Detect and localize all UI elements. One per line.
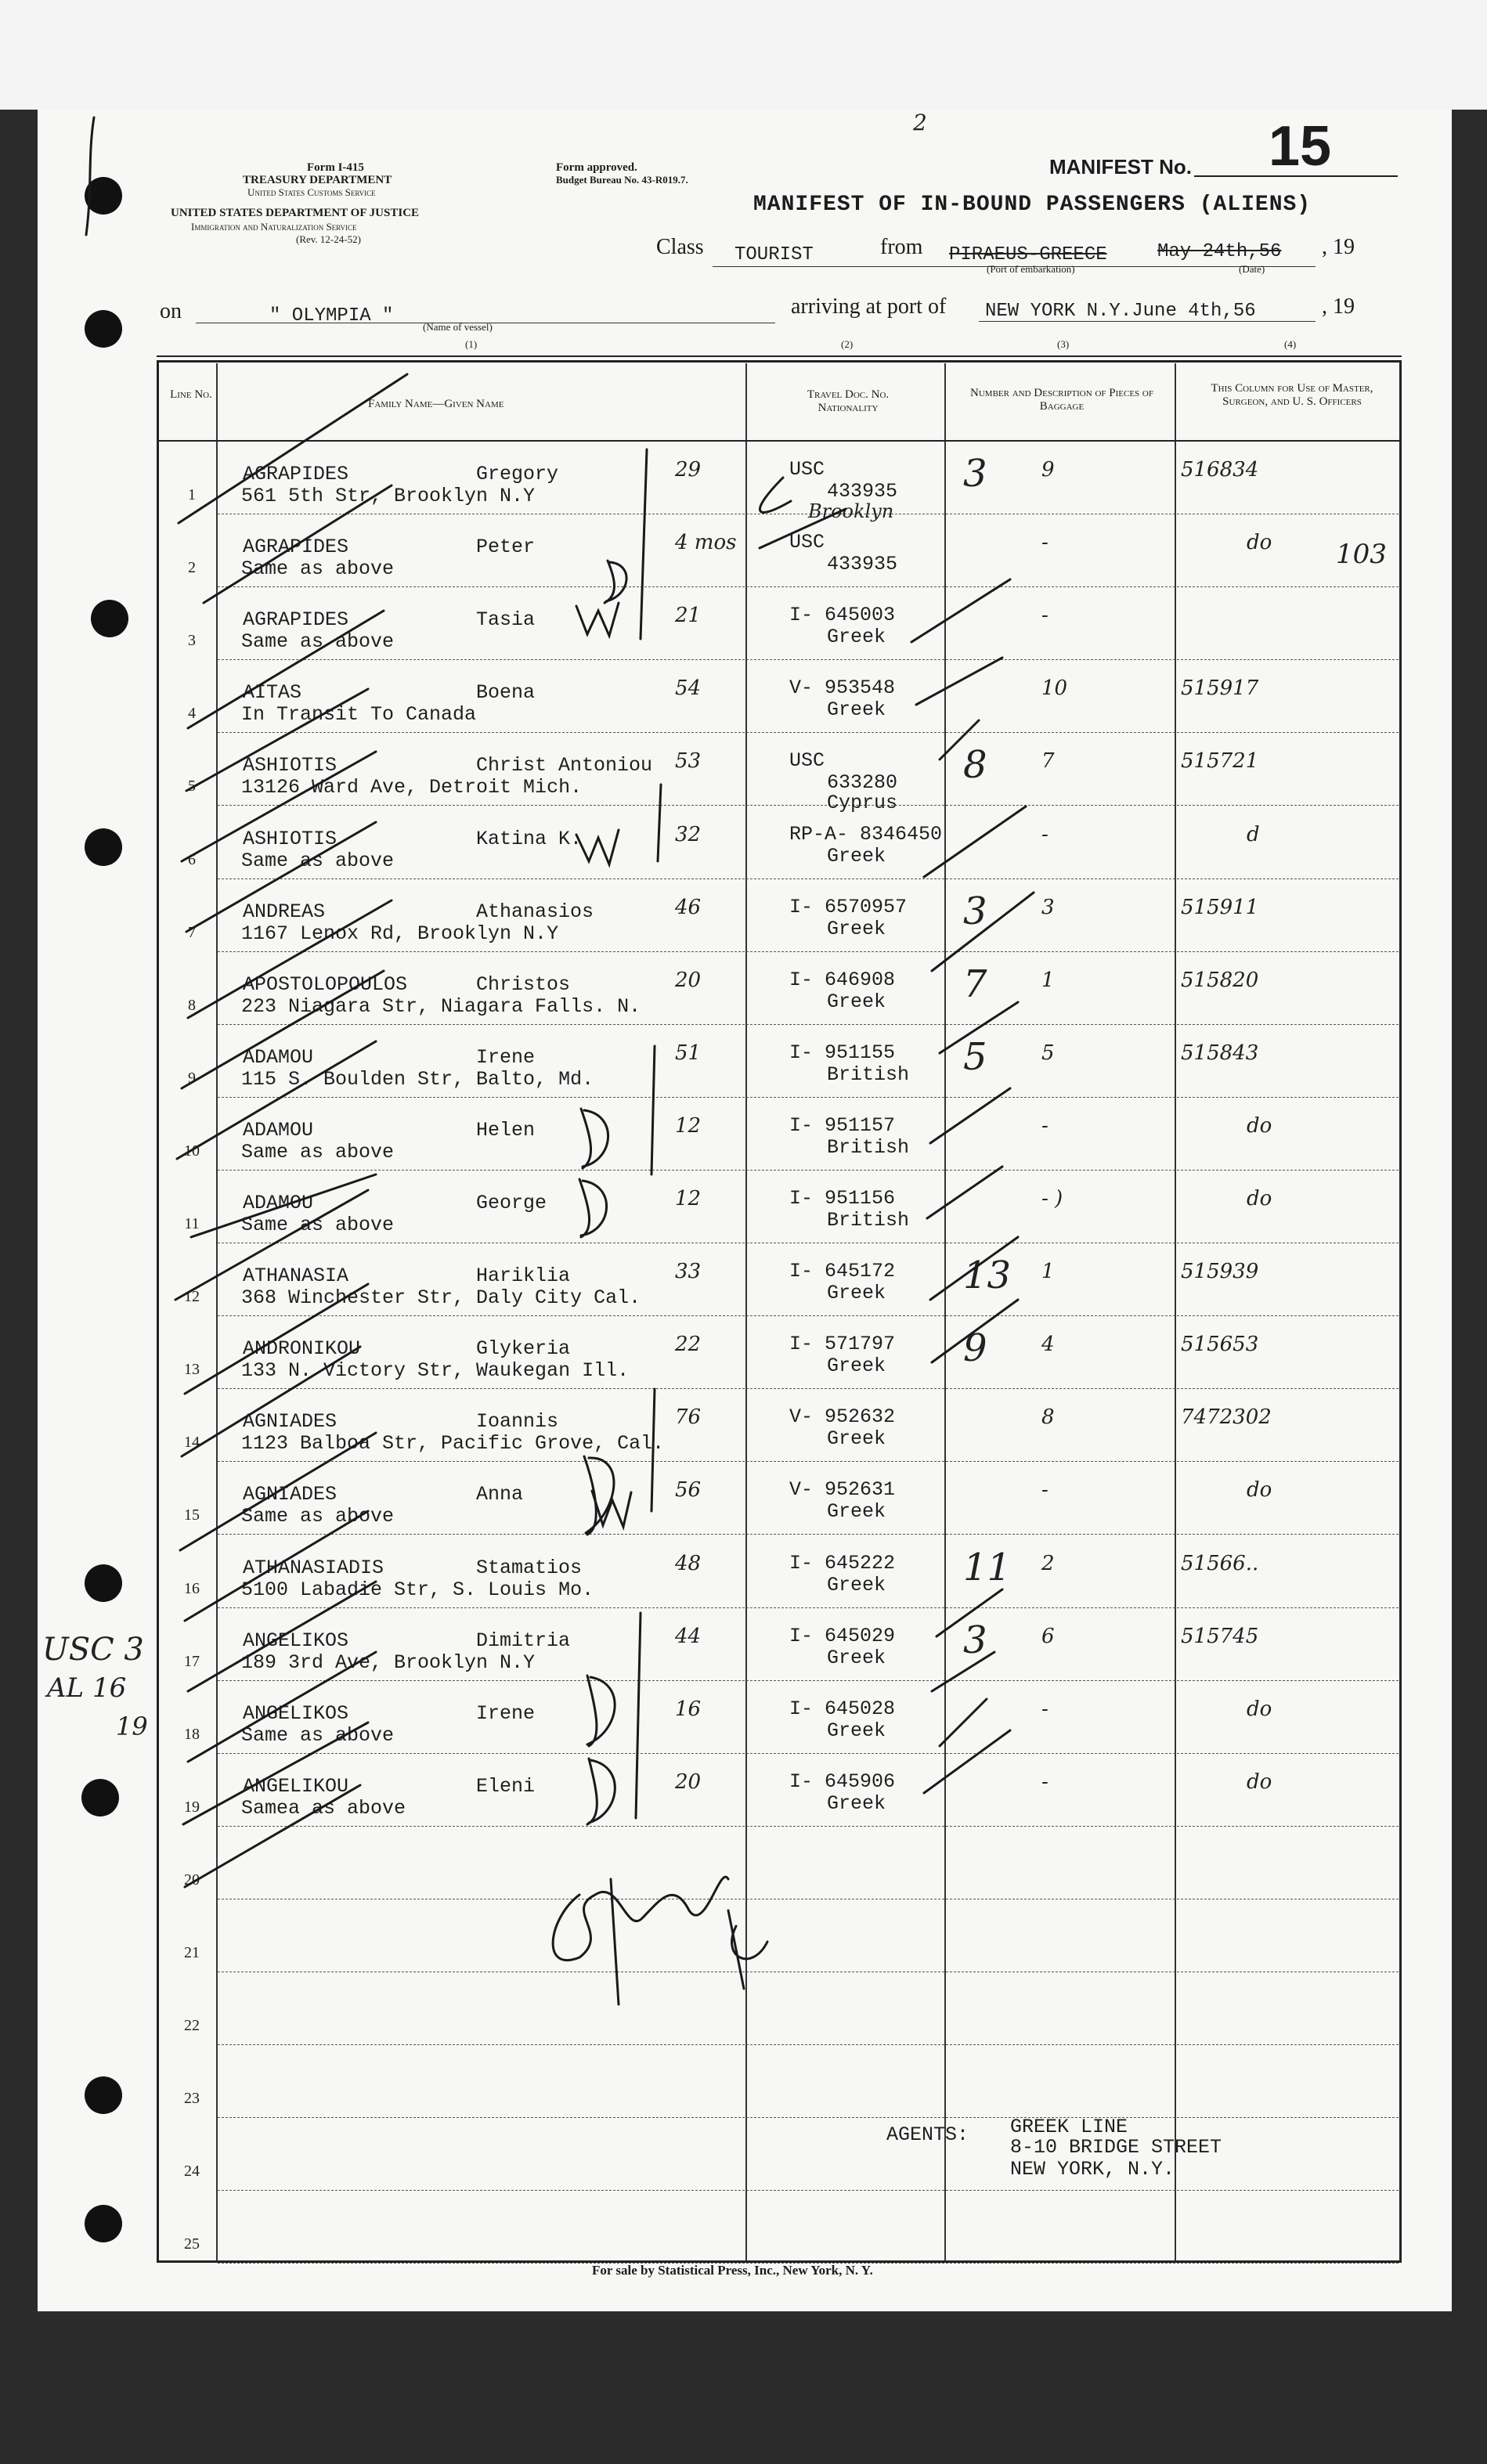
age: 4 mos	[675, 531, 737, 554]
nationality: Greek	[827, 845, 886, 868]
baggage-count: -	[1041, 1114, 1048, 1138]
given-name: Christ Antoniou	[476, 754, 653, 777]
row-divider	[218, 1315, 1399, 1316]
officer-use: 516834	[1181, 458, 1259, 482]
baggage-handwritten: 7	[963, 962, 987, 1006]
col-divider	[1175, 363, 1176, 2261]
nationality: 633280	[827, 771, 898, 794]
address: 189 3rd Ave, Brooklyn N.Y	[241, 1651, 536, 1674]
agents-label: AGENTS:	[886, 2123, 969, 2146]
officer-use: do	[1247, 1114, 1272, 1138]
family-name: ASHIOTIS	[243, 828, 337, 850]
officer-use: do	[1247, 1770, 1272, 1794]
agents-line-2: 8-10 BRIDGE STREET	[1010, 2136, 1222, 2159]
line-number: 24	[184, 2163, 200, 2180]
line-number: 14	[184, 1434, 200, 1451]
footer-printer: For sale by Statistical Press, Inc., New York, N. Y.	[592, 2263, 873, 2278]
row-divider	[218, 1170, 1399, 1171]
col-header-travel-doc-text: Travel Doc. No. Nationality	[807, 388, 890, 414]
budget-bureau: Budget Bureau No. 43-R019.7.	[556, 174, 688, 186]
travel-doc-number: I- 951157	[789, 1114, 896, 1137]
from-label: from	[880, 235, 923, 259]
line-number: 16	[184, 1580, 200, 1597]
from-year: , 19	[1322, 235, 1355, 259]
col-number-1: (1)	[465, 338, 478, 350]
line-number: 15	[184, 1506, 200, 1524]
arriving-year: , 19	[1322, 294, 1355, 319]
age: 48	[675, 1552, 702, 1575]
family-name: ANGELIKOS	[243, 1629, 349, 1652]
family-name: ANDREAS	[243, 900, 326, 923]
line-number: 23	[184, 2090, 200, 2107]
row-divider	[218, 2117, 1399, 2118]
family-name: ANGELIKOS	[243, 1702, 349, 1725]
baggage-count: -	[1041, 1478, 1048, 1502]
manifest-number: 15	[1269, 115, 1332, 178]
travel-doc-number: V- 953548	[789, 676, 896, 699]
form-approved: Form approved.	[556, 161, 637, 174]
port-caption: (Port of embarkation)	[987, 263, 1075, 275]
col-header-line-no	[168, 388, 215, 402]
line-number: 7	[188, 924, 196, 941]
col-divider	[216, 363, 218, 2261]
col-header-officers-text: This Column for Use of Master, Surgeon, and U. S. Officers	[1211, 382, 1373, 408]
travel-doc-number: USC	[789, 749, 825, 772]
officer-use: 51566..	[1181, 1552, 1259, 1575]
row-divider	[218, 1753, 1399, 1754]
class-label: Class	[656, 235, 704, 259]
travel-doc-number: USC	[789, 531, 825, 554]
address: Same as above	[241, 1141, 395, 1163]
form-service: United States Customs Service	[247, 186, 376, 198]
baggage-count: 2	[1041, 1552, 1055, 1575]
family-name: AGNIADES	[243, 1483, 337, 1506]
family-name: AGRAPIDES	[243, 463, 349, 485]
given-name: Gregory	[476, 463, 559, 485]
row-divider	[218, 732, 1399, 733]
col-header-officers	[1198, 382, 1386, 409]
top-mark: 2	[913, 110, 927, 135]
nationality: Greek	[827, 626, 886, 648]
page-title: MANIFEST OF IN-BOUND PASSENGERS (ALIENS)	[753, 193, 1312, 217]
col-number-3: (3)	[1057, 338, 1070, 350]
given-name: George	[476, 1192, 547, 1214]
age: 51	[675, 1041, 702, 1065]
address: 1167 Lenox Rd, Brooklyn N.Y	[241, 922, 559, 945]
address: 368 Winchester Str, Daly City Cal.	[241, 1286, 641, 1309]
revision: (Rev. 12-24-52)	[296, 233, 361, 245]
given-name: Ioannis	[476, 1410, 559, 1433]
nationality: Greek	[827, 698, 886, 721]
punch-hole	[85, 2076, 122, 2114]
officer-use: do	[1247, 1697, 1272, 1721]
age: 32	[675, 823, 702, 846]
family-name: ATHANASIA	[243, 1264, 349, 1287]
family-name: AGRAPIDES	[243, 536, 349, 558]
baggage-handwritten: 8	[963, 743, 987, 787]
family-name: APOSTOLOPOULOS	[243, 973, 408, 996]
line-number: 2	[188, 559, 196, 576]
family-name: ADAMOU	[243, 1192, 314, 1214]
baggage-count: 3	[1041, 896, 1055, 919]
col-divider	[745, 363, 747, 2261]
row-divider	[218, 1024, 1399, 1025]
nationality: British	[827, 1209, 910, 1232]
given-name: Dimitria	[476, 1629, 571, 1652]
family-name: ANGELIKOU	[243, 1775, 349, 1798]
from-value: PIRAEUS-GREECE	[949, 244, 1107, 265]
family-name: AGRAPIDES	[243, 608, 349, 631]
nationality: 433935	[827, 553, 898, 575]
line-number: 12	[184, 1288, 200, 1305]
officer-use: 515721	[1181, 749, 1259, 773]
address: 223 Niagara Str, Niagara Falls. N.	[241, 995, 641, 1018]
age: 29	[675, 458, 702, 482]
age: 44	[675, 1625, 702, 1648]
age: 12	[675, 1114, 702, 1138]
given-name: Glykeria	[476, 1337, 571, 1360]
travel-doc-number: I- 571797	[789, 1333, 896, 1355]
travel-doc-number: RP-A- 8346450	[789, 823, 943, 846]
row-divider	[218, 1461, 1399, 1462]
baggage-count: 10	[1041, 676, 1068, 700]
age: 54	[675, 676, 702, 700]
travel-doc-number: USC	[789, 458, 825, 481]
header-bottom-rule	[159, 440, 1399, 442]
nationality: Greek	[827, 1792, 886, 1815]
family-name: AITAS	[243, 681, 302, 704]
travel-doc-number: I- 645003	[789, 604, 896, 626]
table-top-rule	[157, 355, 1402, 357]
line-number: 25	[184, 2235, 200, 2253]
line-number: 1	[188, 486, 196, 503]
travel-doc-number: V- 952632	[789, 1405, 896, 1428]
baggage-count: -	[1041, 604, 1048, 627]
date-caption: (Date)	[1239, 263, 1265, 275]
line-number: 8	[188, 997, 196, 1014]
age: 46	[675, 896, 702, 919]
address: 1123 Balboa Str, Pacific Grove, Cal.	[241, 1432, 665, 1455]
row-divider	[218, 1607, 1399, 1608]
baggage-handwritten: 9	[963, 1326, 987, 1370]
baggage-handwritten: 13	[963, 1254, 1012, 1297]
age: 21	[675, 604, 702, 627]
baggage-count: 7	[1041, 749, 1055, 773]
baggage-count: 6	[1041, 1625, 1055, 1648]
arriving-value: NEW YORK N.Y.June 4th,56	[985, 301, 1256, 322]
age: 53	[675, 749, 702, 773]
from-date: May 24th,56	[1157, 241, 1282, 262]
arriving-underline	[979, 321, 1316, 322]
col-header-name: Family Name—Given Name	[368, 398, 504, 410]
extra-number: 103	[1336, 539, 1387, 570]
given-name: Hariklia	[476, 1264, 571, 1287]
line-number: 3	[188, 632, 196, 649]
nationality: British	[827, 1063, 910, 1086]
row-divider	[218, 805, 1399, 806]
nationality: Greek	[827, 1647, 886, 1669]
given-name: Tasia	[476, 608, 536, 631]
family-name: ADAMOU	[243, 1119, 314, 1142]
baggage-count: -	[1041, 1697, 1048, 1721]
age: 16	[675, 1697, 702, 1721]
line-number: 11	[184, 1215, 200, 1232]
baggage-count: - )	[1041, 1187, 1063, 1210]
row-divider	[218, 659, 1399, 660]
officer-use: do	[1247, 1478, 1272, 1502]
travel-doc-number: I- 646908	[789, 969, 896, 991]
travel-doc-number: I- 645028	[789, 1697, 896, 1720]
given-name: Irene	[476, 1046, 536, 1069]
col-header-line-no-text: Line No.	[170, 388, 212, 401]
vessel-name: " OLYMPIA "	[269, 305, 394, 326]
officer-use: d	[1247, 823, 1260, 846]
manifest-label: MANIFEST No.	[1049, 155, 1192, 179]
line-number: 9	[188, 1070, 196, 1087]
col-number-2: (2)	[841, 338, 854, 350]
nationality: 433935	[827, 480, 898, 503]
col-header-baggage	[958, 387, 1165, 413]
row-divider	[218, 1097, 1399, 1098]
nationality-detail: Cyprus	[827, 792, 898, 814]
punch-hole	[81, 1779, 119, 1816]
age: 22	[675, 1333, 702, 1356]
punch-hole	[85, 2205, 122, 2242]
address: Same as above	[241, 1724, 395, 1747]
given-name: Irene	[476, 1702, 536, 1725]
officer-use: 515911	[1181, 896, 1259, 919]
given-name: Athanasios	[476, 900, 594, 923]
col-divider	[944, 363, 946, 2261]
agents-line-3: NEW YORK, N.Y.	[1010, 2158, 1175, 2181]
line-number: 13	[184, 1361, 200, 1378]
line-number: 4	[188, 705, 196, 722]
row-divider	[218, 951, 1399, 952]
baggage-count: 4	[1041, 1333, 1055, 1356]
punch-hole	[85, 177, 122, 215]
travel-doc-number: I- 645029	[789, 1625, 896, 1647]
address: Same as above	[241, 557, 395, 580]
nationality: British	[827, 1136, 910, 1159]
class-value: TOURIST	[734, 244, 814, 265]
nationality: Greek	[827, 1500, 886, 1523]
form-id: Form I-415	[307, 161, 364, 174]
line-number: 17	[184, 1653, 200, 1670]
line-number: 10	[184, 1142, 200, 1160]
row-divider	[218, 1388, 1399, 1389]
arriving-label: arriving at port of	[791, 294, 947, 319]
family-name: AGNIADES	[243, 1410, 337, 1433]
officer-use: 515843	[1181, 1041, 1259, 1065]
baggage-handwritten: 3	[963, 1618, 987, 1662]
baggage-count: 9	[1041, 458, 1055, 482]
nationality: Greek	[827, 1427, 886, 1450]
given-name: Eleni	[476, 1775, 536, 1798]
age: 12	[675, 1187, 702, 1210]
officer-use: 515939	[1181, 1260, 1259, 1283]
officer-use: 515745	[1181, 1625, 1259, 1648]
officer-use: 515653	[1181, 1333, 1259, 1356]
address: 561 5th Str, Brooklyn N.Y	[241, 485, 536, 507]
officer-use: 7472302	[1181, 1405, 1272, 1429]
address: Same as above	[241, 1505, 395, 1528]
given-name: Christos	[476, 973, 571, 996]
officer-use: 515820	[1181, 969, 1259, 992]
row-divider	[218, 2190, 1399, 2191]
row-divider	[218, 1826, 1399, 1827]
address: Same as above	[241, 630, 395, 653]
officer-use: do	[1247, 1187, 1272, 1210]
given-name: Boena	[476, 681, 536, 704]
line-number: 21	[184, 1944, 200, 1961]
age: 20	[675, 1770, 702, 1794]
nationality: Greek	[827, 1282, 886, 1304]
nationality: Greek	[827, 1355, 886, 1377]
baggage-count: -	[1041, 823, 1048, 846]
baggage-handwritten: 3	[963, 452, 987, 496]
line-number: 19	[184, 1798, 200, 1816]
margin-note-2: AL 16	[47, 1672, 127, 1704]
address: 115 S. Boulden Str, Balto, Md.	[241, 1068, 594, 1091]
given-name: Helen	[476, 1119, 536, 1142]
baggage-count: -	[1041, 1770, 1048, 1794]
age: 20	[675, 969, 702, 992]
nationality: Greek	[827, 918, 886, 940]
nationality: Greek	[827, 1574, 886, 1596]
punch-hole	[85, 310, 122, 348]
line-number: 5	[188, 777, 196, 795]
col-header-travel-doc	[789, 388, 907, 415]
address: 5100 Labadie Str, S. Louis Mo.	[241, 1578, 594, 1601]
row-divider	[218, 1534, 1399, 1535]
given-name: Stamatios	[476, 1557, 583, 1579]
given-name: Anna	[476, 1483, 524, 1506]
handwritten-city: Brooklyn	[808, 500, 894, 522]
baggage-handwritten: 11	[963, 1546, 1012, 1589]
travel-doc-number: I- 951155	[789, 1041, 896, 1064]
given-name: Katina K.	[476, 828, 583, 850]
nationality: Greek	[827, 1719, 886, 1742]
officer-use: 515917	[1181, 676, 1259, 700]
travel-doc-number: I- 645906	[789, 1770, 896, 1793]
row-divider	[218, 2044, 1399, 2045]
age: 33	[675, 1260, 702, 1283]
line-number: 20	[184, 1871, 200, 1889]
family-name: ANDRONIKOU	[243, 1337, 361, 1360]
baggage-count: 8	[1041, 1405, 1055, 1429]
inr-service: Immigration and Naturalization Service	[191, 221, 357, 233]
on-label: on	[160, 299, 182, 323]
address: In Transit To Canada	[241, 703, 477, 726]
travel-doc-number: I- 6570957	[789, 896, 908, 918]
col-number-4: (4)	[1284, 338, 1297, 350]
punch-hole	[85, 828, 122, 866]
scan-background	[0, 0, 1487, 110]
baggage-handwritten: 3	[963, 889, 987, 933]
travel-doc-number: I- 645172	[789, 1260, 896, 1283]
address: 133 N. Victory Str, Waukegan Ill.	[241, 1359, 630, 1382]
baggage-count: -	[1041, 531, 1048, 554]
travel-doc-number: I- 951156	[789, 1187, 896, 1210]
row-divider	[218, 586, 1399, 587]
family-name: ATHANASIADIS	[243, 1557, 384, 1579]
punch-hole	[91, 600, 128, 637]
family-name: ASHIOTIS	[243, 754, 337, 777]
baggage-count: 1	[1041, 1260, 1055, 1283]
line-number: 22	[184, 2017, 200, 2034]
line-number: 18	[184, 1726, 200, 1743]
punch-hole	[85, 1564, 122, 1602]
line-number: 6	[188, 851, 196, 868]
row-divider	[218, 878, 1399, 879]
row-divider	[218, 1680, 1399, 1681]
officer-use: do	[1247, 531, 1272, 554]
address: Samea as above	[241, 1797, 406, 1820]
vessel-caption: (Name of vessel)	[423, 321, 493, 333]
baggage-count: 1	[1041, 969, 1055, 992]
margin-note-1: USC 3	[42, 1632, 144, 1668]
travel-doc-number: I- 645222	[789, 1552, 896, 1575]
baggage-handwritten: 5	[963, 1035, 987, 1079]
family-name: ADAMOU	[243, 1046, 314, 1069]
address: Same as above	[241, 1214, 395, 1236]
address: 13126 Ward Ave, Detroit Mich.	[241, 776, 583, 799]
age: 56	[675, 1478, 702, 1502]
address: Same as above	[241, 850, 395, 872]
travel-doc-number: V- 952631	[789, 1478, 896, 1501]
agents-line-1: GREEK LINE	[1010, 2116, 1128, 2138]
dept-justice: UNITED STATES DEPARTMENT OF JUSTICE	[171, 207, 420, 219]
baggage-count: 5	[1041, 1041, 1055, 1065]
given-name: Peter	[476, 536, 536, 558]
margin-note-3: 19	[116, 1712, 148, 1741]
age: 76	[675, 1405, 702, 1429]
col-header-baggage-text: Number and Description of Pieces of Baggage	[970, 387, 1153, 413]
form-dept: TREASURY DEPARTMENT	[243, 174, 392, 186]
nationality: Greek	[827, 990, 886, 1013]
